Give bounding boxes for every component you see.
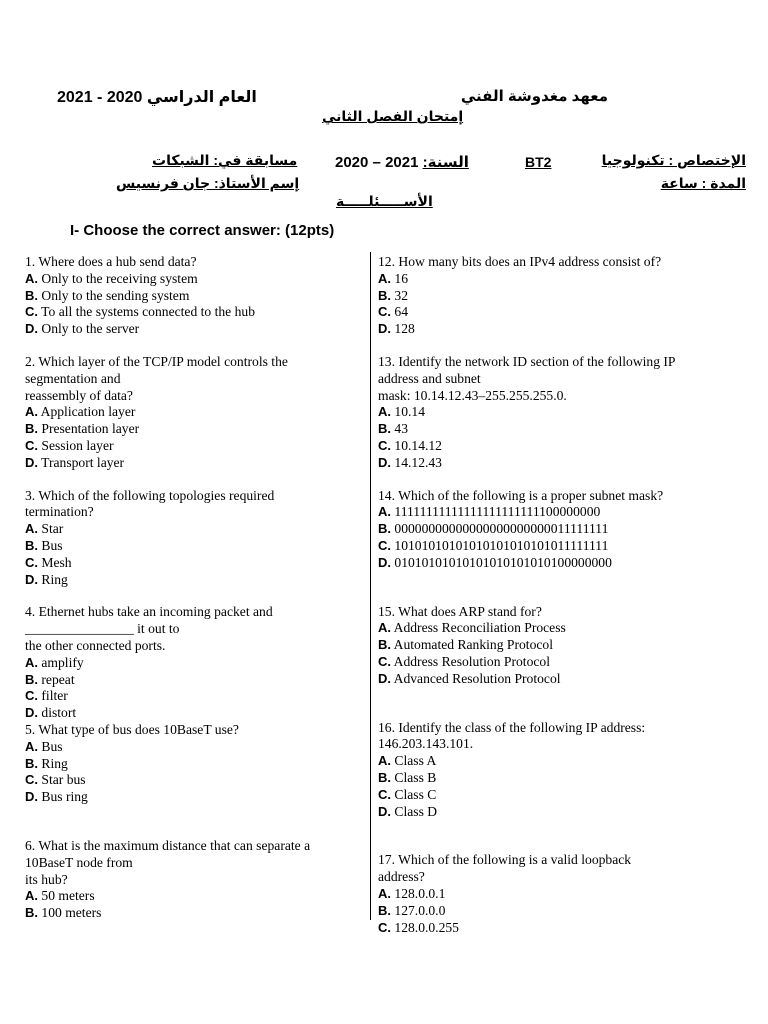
option-text: Only to the server: [38, 321, 140, 337]
specialty: الإختصاص : تكنولوجيا: [601, 152, 746, 168]
option-text: Star bus: [38, 772, 86, 788]
answer-option[interactable]: [378, 654, 708, 671]
institute-name: معهد مغدوشة الفني: [460, 88, 608, 105]
question-text: 6. What is the maximum distance that can separate a: [25, 837, 311, 853]
question-block: [25, 722, 360, 806]
answer-option[interactable]: [25, 304, 360, 321]
academic-year: العام الدراسي 2020 - 2021: [57, 89, 257, 106]
question-text: 13. Identify the network ID section of the following IP: [378, 353, 676, 369]
question-text: 146.203.143.101.: [378, 736, 474, 752]
question-text: mask: 10.14.12.43–255.255.255.0.: [378, 387, 567, 403]
year-block: [335, 153, 469, 171]
option-letter: B.: [25, 905, 38, 921]
option-text: Automated Ranking Protocol: [391, 637, 553, 653]
answer-option[interactable]: [378, 288, 708, 305]
option-text: Class C: [391, 786, 437, 802]
question-text: 12. How many bits does an IPv4 address consist of?: [378, 254, 662, 269]
question-text: 16. Identify the class of the following IP address:: [378, 719, 646, 735]
option-text: Bus: [38, 738, 63, 754]
answer-option[interactable]: [25, 672, 360, 689]
answer-option[interactable]: [378, 304, 708, 321]
option-text: 11111111111111111111111100000000: [391, 504, 601, 520]
answer-option[interactable]: [25, 538, 360, 555]
subject: [152, 152, 297, 169]
option-letter: A.: [378, 404, 391, 420]
question-text: 5. What type of bus does 10BaseT use?: [25, 721, 239, 737]
question-text: 17. Which of the following is a valid loopback: [378, 852, 632, 868]
option-letter: D.: [25, 705, 38, 721]
option-text: 10.14: [391, 404, 425, 420]
option-letter: D.: [378, 454, 391, 470]
option-text: Session layer: [38, 437, 114, 453]
option-text: 14.12.43: [391, 454, 442, 470]
column-divider: [370, 252, 371, 920]
option-text: Advanced Resolution Protocol: [391, 670, 561, 686]
option-text: amplify: [38, 654, 84, 670]
option-text: Address Resolution Protocol: [391, 653, 550, 669]
option-text: Class B: [391, 769, 437, 785]
option-text: 64: [391, 304, 408, 320]
answer-option[interactable]: [378, 271, 708, 288]
question-text: 10BaseT node from: [25, 854, 133, 870]
question-block: [25, 254, 360, 338]
option-text: Bus ring: [38, 789, 88, 805]
answer-option[interactable]: [378, 555, 708, 572]
option-text: distort: [38, 705, 77, 721]
answer-option[interactable]: [25, 438, 360, 455]
exam-title: إمتحان الفصل الثاني: [322, 108, 464, 124]
answer-option[interactable]: [378, 753, 708, 770]
option-letter: B.: [378, 902, 391, 918]
answer-option[interactable]: [25, 688, 360, 705]
option-text: repeat: [38, 671, 75, 687]
answer-option[interactable]: [25, 756, 360, 773]
question-text: 2. Which layer of the TCP/IP model controls the: [25, 353, 288, 369]
option-text: 43: [391, 421, 408, 437]
option-letter: A.: [25, 654, 38, 670]
answer-option[interactable]: [378, 787, 708, 804]
answer-option[interactable]: [25, 271, 360, 288]
option-letter: B.: [25, 537, 38, 553]
option-text: Bus: [38, 537, 63, 553]
option-letter: C.: [378, 304, 391, 320]
option-letter: B.: [25, 287, 38, 303]
question-block: [378, 354, 708, 472]
answer-option[interactable]: [378, 637, 708, 654]
answer-option[interactable]: [378, 455, 708, 472]
answer-option[interactable]: [25, 572, 360, 589]
option-letter: D.: [25, 321, 38, 337]
answer-option[interactable]: [378, 404, 708, 421]
option-letter: A.: [25, 521, 38, 537]
question-text: the other connected ports.: [25, 637, 166, 653]
option-letter: A.: [25, 404, 38, 420]
answer-option[interactable]: [378, 886, 708, 903]
answer-option[interactable]: [378, 421, 708, 438]
answer-option[interactable]: [25, 404, 360, 421]
option-letter: D.: [378, 803, 391, 819]
option-text: 128.0.0.255: [391, 919, 459, 935]
option-letter: A.: [378, 753, 391, 769]
option-text: 00000000000000000000000011111111: [391, 521, 609, 537]
question-text: reassembly of data?: [25, 387, 133, 403]
answer-option[interactable]: [378, 620, 708, 637]
question-block: [378, 488, 708, 572]
option-letter: D.: [378, 554, 391, 570]
answer-option[interactable]: [25, 905, 360, 922]
question-block: [378, 254, 708, 338]
answer-option[interactable]: [25, 521, 360, 538]
answer-option[interactable]: [25, 421, 360, 438]
question-block: [378, 852, 708, 936]
question-block: [378, 720, 708, 821]
question-block: [25, 838, 360, 922]
answer-option[interactable]: [25, 789, 360, 806]
answer-option[interactable]: [378, 521, 708, 538]
option-text: 127.0.0.0: [391, 902, 446, 918]
option-letter: B.: [378, 637, 391, 653]
option-text: Only to the sending system: [38, 287, 190, 303]
question-text: ________________ it out to: [25, 621, 180, 637]
option-letter: A.: [378, 270, 391, 286]
option-letter: C.: [378, 437, 391, 453]
option-letter: C.: [25, 437, 38, 453]
option-letter: C.: [25, 554, 38, 570]
option-letter: C.: [378, 653, 391, 669]
option-letter: B.: [378, 287, 391, 303]
question-block: [25, 488, 360, 589]
option-letter: D.: [25, 571, 38, 587]
section-title: I- Choose the correct answer: (12pts): [70, 222, 335, 239]
answer-option[interactable]: [25, 705, 360, 722]
answer-option[interactable]: [25, 772, 360, 789]
question-text: termination?: [25, 504, 94, 520]
option-text: 128: [391, 321, 415, 337]
option-letter: C.: [378, 919, 391, 935]
question-text: 3. Which of the following topologies required: [25, 487, 275, 503]
answer-option[interactable]: [378, 538, 708, 555]
question-text: its hub?: [25, 871, 68, 887]
option-letter: B.: [25, 421, 38, 437]
option-text: Application layer: [38, 404, 136, 420]
option-text: Only to the receiving system: [38, 270, 198, 286]
question-block: [25, 354, 360, 472]
option-text: 01010101010101010101010100000000: [391, 554, 612, 570]
answer-option[interactable]: [25, 288, 360, 305]
option-text: 128.0.0.1: [391, 885, 446, 901]
option-letter: D.: [378, 321, 391, 337]
option-text: Ring: [38, 571, 68, 587]
answer-option[interactable]: [25, 455, 360, 472]
option-text: Star: [38, 521, 64, 537]
question-text: 1. Where does a hub send data?: [25, 254, 197, 269]
option-letter: C.: [25, 688, 38, 704]
option-letter: C.: [25, 772, 38, 788]
option-text: Presentation layer: [38, 421, 140, 437]
duration: المدة : ساعة: [660, 175, 746, 191]
answer-option[interactable]: [378, 770, 708, 787]
year-value: 2021 – 2020: [335, 154, 419, 171]
option-text: 10101010101010101010101011111111: [391, 537, 609, 553]
option-letter: C.: [378, 786, 391, 802]
option-text: Mesh: [38, 554, 72, 570]
option-text: Class D: [391, 803, 438, 819]
answer-option[interactable]: [378, 504, 708, 521]
option-text: 10.14.12: [391, 437, 442, 453]
option-text: Transport layer: [38, 454, 125, 470]
teacher-name: إسم الأستاذ: جان فرنسيس: [116, 175, 300, 191]
option-text: 16: [391, 270, 408, 286]
option-letter: D.: [378, 670, 391, 686]
option-letter: A.: [378, 504, 391, 520]
question-text: 14. Which of the following is a proper subnet mask?: [378, 487, 664, 503]
question-text: segmentation and: [25, 370, 121, 386]
option-letter: B.: [378, 421, 391, 437]
option-text: 32: [391, 287, 408, 303]
answer-option[interactable]: [378, 671, 708, 688]
answer-option[interactable]: [25, 321, 360, 338]
answer-option[interactable]: [378, 804, 708, 821]
option-text: Ring: [38, 755, 68, 771]
option-text: To all the systems connected to the hub: [38, 304, 256, 320]
left-column: [25, 254, 360, 938]
answer-option[interactable]: [25, 655, 360, 672]
option-letter: A.: [378, 885, 391, 901]
option-letter: A.: [378, 620, 391, 636]
answer-option[interactable]: [378, 321, 708, 338]
option-letter: D.: [25, 454, 38, 470]
answer-option[interactable]: [25, 739, 360, 756]
answer-option[interactable]: [25, 888, 360, 905]
year-label: السنة:: [422, 154, 469, 171]
question-text: 15. What does ARP stand for?: [378, 603, 542, 619]
option-text: Address Reconciliation Process: [391, 620, 566, 636]
option-text: Class A: [391, 753, 437, 769]
option-letter: C.: [378, 537, 391, 553]
question-text: 4. Ethernet hubs take an incoming packet and: [25, 604, 273, 620]
option-letter: D.: [25, 789, 38, 805]
answer-option[interactable]: [25, 555, 360, 572]
question-text: address?: [378, 869, 425, 885]
option-letter: A.: [25, 738, 38, 754]
option-text: filter: [38, 688, 68, 704]
option-letter: B.: [25, 755, 38, 771]
option-letter: B.: [378, 521, 391, 537]
option-text: 50 meters: [38, 888, 95, 904]
option-letter: B.: [378, 769, 391, 785]
option-letter: A.: [25, 888, 38, 904]
questions-heading: الأســـــئلـــــة: [336, 193, 433, 209]
question-block: [25, 604, 360, 722]
option-letter: A.: [25, 270, 38, 286]
question-text: address and subnet: [378, 370, 481, 386]
question-block: [378, 604, 708, 688]
answer-option[interactable]: [378, 903, 708, 920]
option-letter: C.: [25, 304, 38, 320]
answer-option[interactable]: [378, 920, 708, 937]
subject-text: مسابقة في: الشبكات: [152, 152, 298, 168]
answer-option[interactable]: [378, 438, 708, 455]
right-column: [378, 254, 708, 952]
option-text: 100 meters: [38, 905, 102, 921]
level-badge: BT2: [525, 154, 552, 170]
option-letter: B.: [25, 671, 38, 687]
